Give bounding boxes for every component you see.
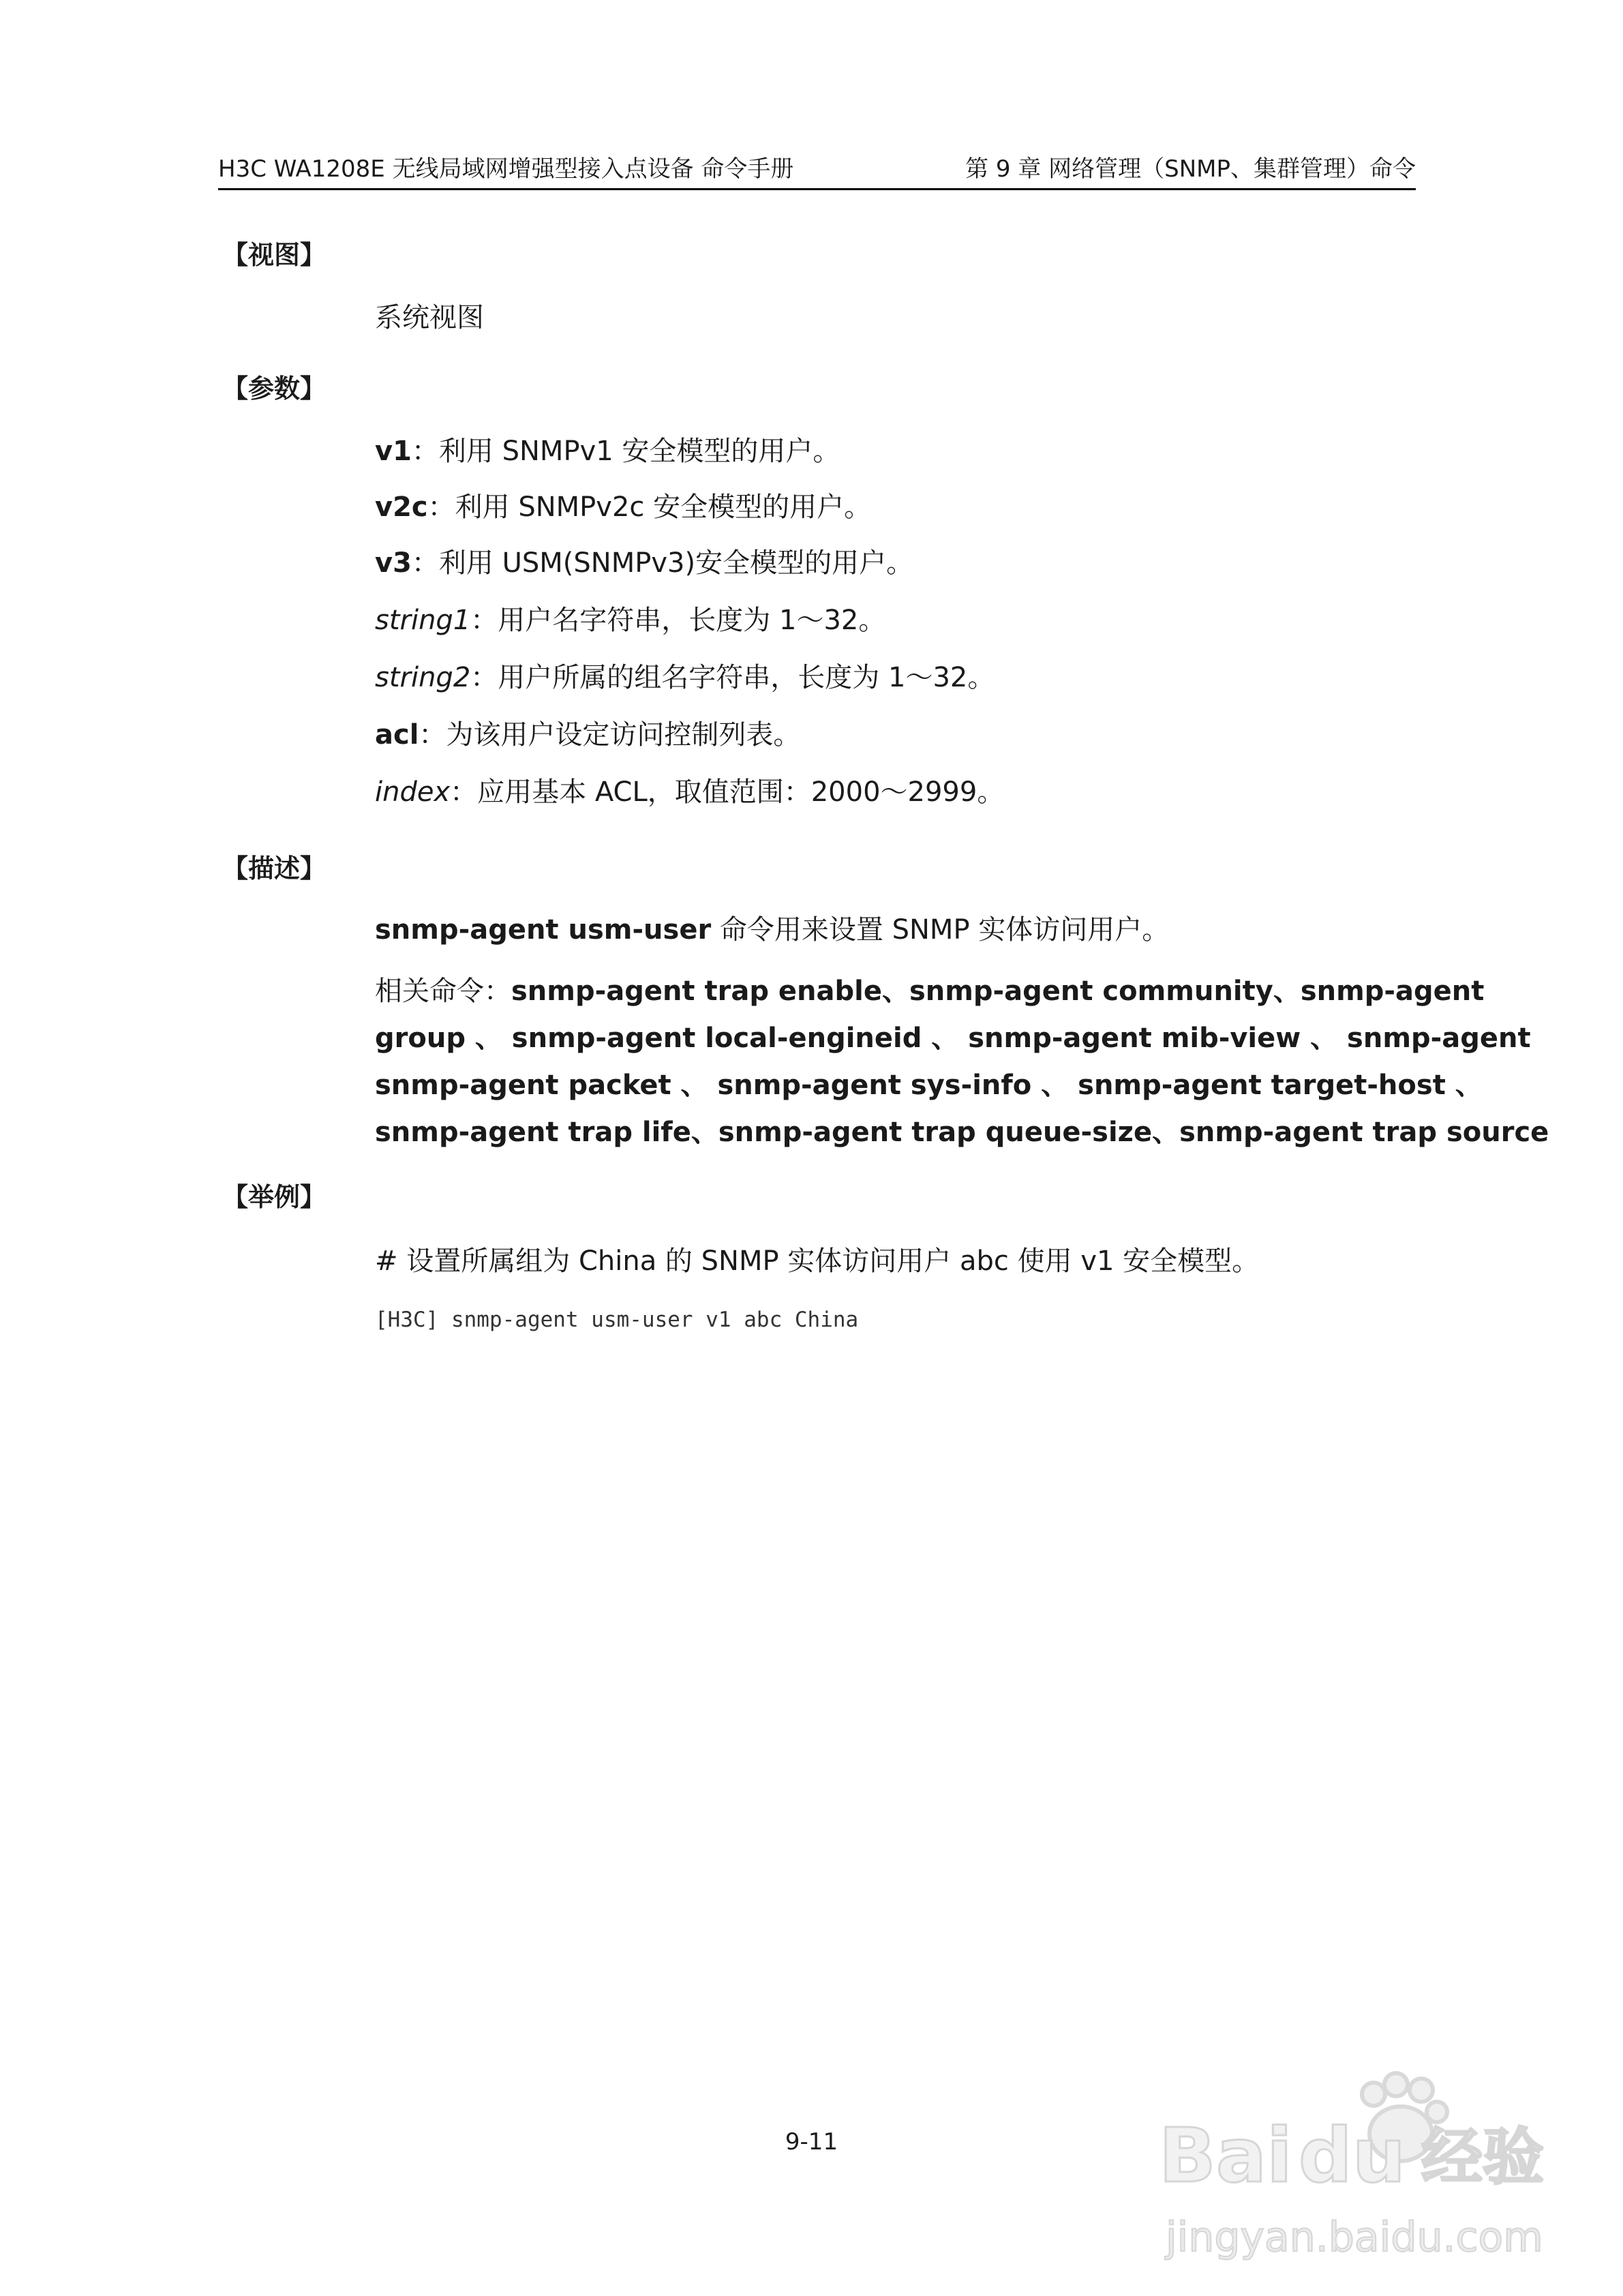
section-heading-view: 【视图】 (222, 240, 327, 270)
param-sep: ： (450, 776, 478, 808)
param-sep: ： (470, 662, 498, 693)
related-line (375, 968, 1485, 1015)
param-term: v1 (375, 436, 412, 467)
header-rule (218, 188, 1416, 190)
section-heading-description: 【描述】 (222, 854, 327, 883)
example-code: [H3C] snmp-agent usm-user v1 abc China (375, 1308, 859, 1332)
page-number: 9-11 (785, 2128, 838, 2156)
baidu-jingyan-watermark (1152, 2052, 1547, 2277)
command-desc: 命令用来设置 SNMP 实体访问用户。 (711, 914, 1170, 946)
param-sep: ： (470, 605, 498, 636)
related-commands-text: snmp-agent trap enable、snmp-agent community、snmp-agent (511, 976, 1485, 1007)
related-commands (375, 968, 1549, 1156)
section-heading-example: 【举例】 (222, 1182, 327, 1212)
related-line: snmp-agent trap life、snmp-agent trap queue-size、snmp-agent trap source (375, 1117, 1549, 1148)
param-sep: ： (419, 719, 446, 751)
related-line: snmp-agent packet 、 snmp-agent sys-info 、 snmp-agent target-host 、 (375, 1070, 1483, 1101)
param-desc: 利用 SNMPv1 安全模型的用户。 (438, 436, 840, 467)
header-manual-title: H3C WA1208E 无线局域网增强型接入点设备 命令手册 (218, 155, 794, 183)
related-prefix: 相关命令： (375, 976, 511, 1007)
param-desc: 为该用户设定访问控制列表。 (446, 719, 801, 751)
param-v3 (375, 547, 1416, 579)
param-desc: 应用基本 ACL，取值范围：2000～2999。 (477, 776, 1005, 808)
param-index (375, 776, 1416, 809)
param-term: string1 (375, 605, 471, 636)
description-text (375, 913, 1416, 946)
param-acl (375, 719, 1416, 751)
param-term: acl (375, 719, 419, 751)
param-term: v3 (375, 547, 412, 579)
svg-text:du: du (1299, 2112, 1406, 2199)
header-chapter-title: 第 9 章 网络管理（SNMP、集群管理）命令 (965, 155, 1416, 183)
section-heading-params: 【参数】 (222, 374, 327, 404)
param-desc: 利用 SNMPv2c 安全模型的用户。 (455, 492, 872, 523)
related-line: group 、 snmp-agent local-engineid 、 snmp-agent mib-view 、 snmp-agent (375, 1023, 1531, 1054)
svg-text:jingyan.baidu.com: jingyan.baidu.com (1166, 2214, 1543, 2261)
param-desc: 利用 USM(SNMPv3)安全模型的用户。 (438, 547, 914, 579)
param-v1 (375, 435, 1416, 468)
param-string2 (375, 661, 1416, 694)
command-name: snmp-agent usm-user (375, 914, 712, 946)
param-v2c (375, 491, 1416, 524)
svg-text:Bai: Bai (1159, 2112, 1292, 2199)
example-text: # 设置所属组为 China 的 SNMP 实体访问用户 abc 使用 v1 安全模型。 (375, 1245, 1260, 1277)
param-sep: ： (411, 436, 439, 467)
param-string1 (375, 604, 1416, 637)
param-term: index (375, 776, 451, 808)
param-sep: ： (427, 492, 455, 523)
param-sep: ： (411, 547, 439, 579)
param-desc: 用户名字符串，长度为 1～32。 (498, 605, 886, 636)
param-term: string2 (375, 662, 471, 693)
view-text: 系统视图 (375, 302, 484, 333)
param-desc: 用户所属的组名字符串，长度为 1～32。 (498, 662, 995, 693)
param-term: v2c (375, 492, 428, 523)
svg-text:经验: 经验 (1421, 2121, 1544, 2193)
